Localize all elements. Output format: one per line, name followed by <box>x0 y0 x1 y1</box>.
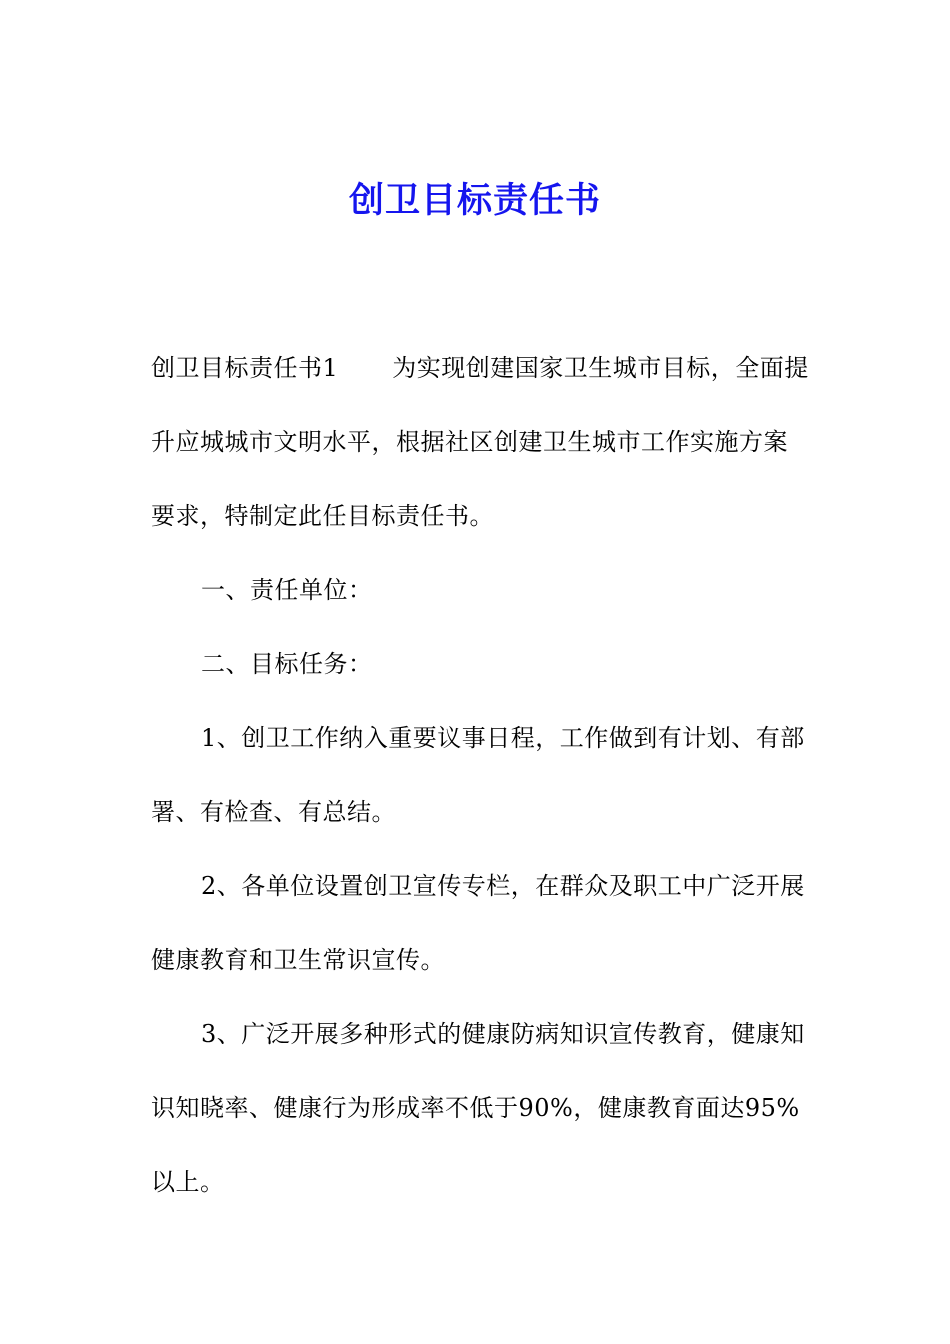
document-body <box>151 331 811 1219</box>
section-heading-target-tasks: 二、目标任务： <box>201 650 373 678</box>
intro-heading: 创卫目标责任书1 <box>151 354 339 382</box>
intro-text: 为实现创建国家卫生城市目标，全面提升应城城市文明水平，根据社区创建卫生城市工作实施方案要求，特制定此任目标责任书。 <box>151 354 809 530</box>
section-heading-responsible-unit: 一、责任单位： <box>201 576 373 604</box>
task-item-3: 3、广泛开展多种形式的健康防病知识宣传教育，健康知识知晓率、健康行为形成率不低于90%，健康教育面达95%以上。 <box>151 1020 805 1196</box>
task-item-2: 2、各单位设置创卫宣传专栏，在群众及职工中广泛开展健康教育和卫生常识宣传。 <box>151 872 805 974</box>
document-title: 创卫目标责任书 <box>348 181 601 221</box>
intro-paragraph <box>151 331 811 553</box>
task-item-1: 1、创卫工作纳入重要议事日程，工作做到有计划、有部署、有检查、有总结。 <box>151 724 805 826</box>
